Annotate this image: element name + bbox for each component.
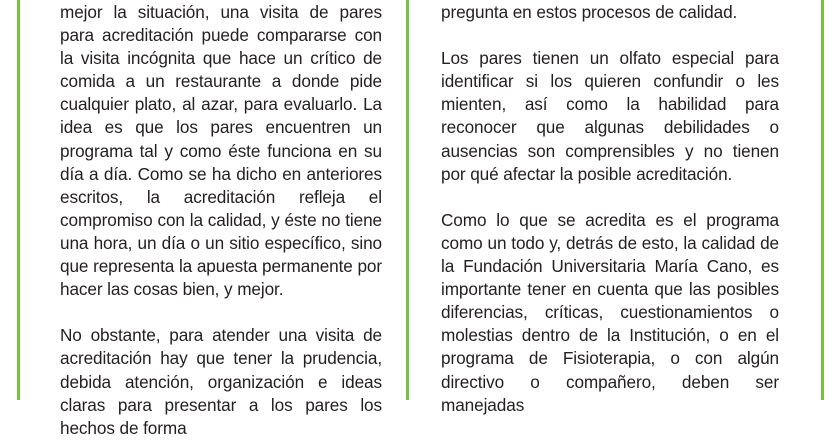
left-paragraph-2: No obstante, para atender una visita de acreditación hay que tener la prudencia, debida atención, organización e ideas claras para presentar a los pares los hechos de forma xyxy=(60,325,382,438)
right-text-column xyxy=(441,1,779,417)
paragraph-gap xyxy=(441,24,779,47)
center-border-rule xyxy=(406,0,409,400)
paragraph-gap xyxy=(441,186,779,209)
paragraph-gap xyxy=(60,301,382,324)
right-border-rule xyxy=(821,0,824,400)
right-paragraph-3: Como lo que se acredita es el programa como un todo y, detrás de esto, la calidad de la Fundación Universitaria María Cano, es importante tener en cuenta que las posibles diferencias, críticas, cuestionamientos o molestias dentro de la Institución, o en el programa de Fisioterapia, o con algún directivo o compañero, deben ser manejadas xyxy=(441,209,779,415)
left-border-rule xyxy=(17,0,20,400)
right-paragraph-1: pregunta en estos procesos de calidad. xyxy=(441,2,738,22)
left-paragraph-1: mejor la situación, una visita de pares para acreditación puede compararse con la visita incógnita que hace un crítico de comida a un restaurante a donde pide cualquier plato, al azar, para evaluarlo. La idea es que los pares encuentren un programa tal y como éste funciona en su día a día. Como se ha dicho en anteriores escritos, la acreditación refleja el compromiso con la calidad, y éste no tiene una hora, un día o un sitio específico, sino que representa la apuesta permanente por hacer las cosas bien, y mejor. xyxy=(60,2,382,300)
right-paragraph-2: Los pares tienen un olfato especial para identificar si los quieren confundir o les mienten, así como la habilidad para reconocer que algunas debilidades o ausencias son comprensibles y no tienen por qué afectar la posible acreditación. xyxy=(441,48,779,184)
left-text-column xyxy=(60,1,382,440)
